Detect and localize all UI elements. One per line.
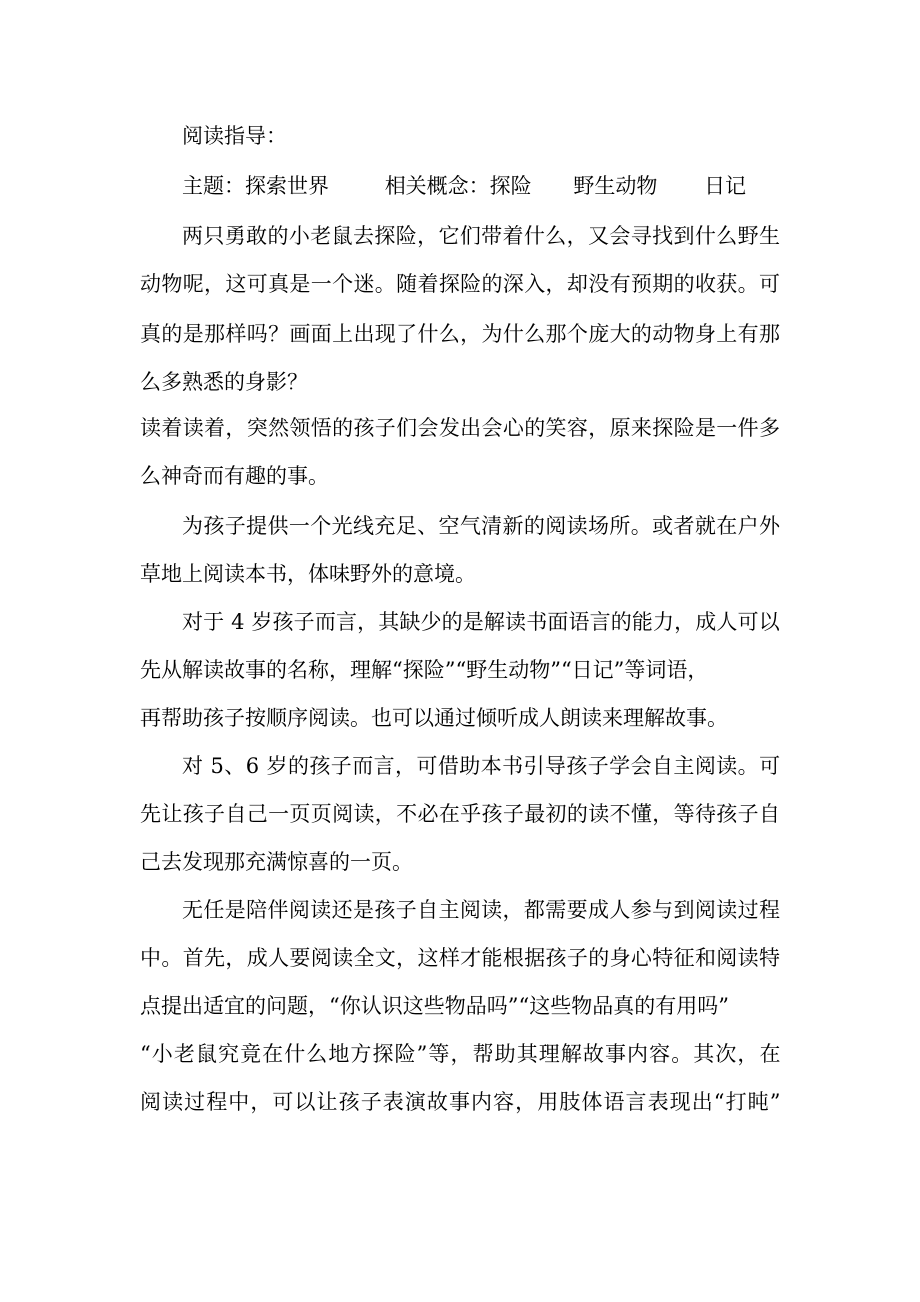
paragraph-line: 两只勇敢的小老鼠去探险，它们带着什么，又会寻找到什么野生	[182, 224, 781, 248]
paragraph-line: 中。首先，成人要阅读全文，这样才能根据孩子的身心特征和阅读特	[140, 946, 781, 970]
paragraph-line: 己去发现那充满惊喜的一页。	[140, 850, 413, 874]
theme-line	[182, 172, 746, 200]
paragraph-line: 无任是陪伴阅读还是孩子自主阅读，都需要成人参与到阅读过程	[182, 898, 781, 922]
paragraph-line: “小老鼠究竟在什么地方探险”等，帮助其理解故事内容。其次，在	[140, 1042, 782, 1066]
paragraph-line: 么神奇而有趣的事。	[140, 464, 329, 488]
concept-label: 相关概念：探险	[384, 174, 532, 198]
paragraph-line: 草地上阅读本书，体味野外的意境。	[140, 562, 476, 586]
paragraph-line: 为孩子提供一个光线充足、空气清新的阅读场所。或者就在户外	[182, 514, 781, 538]
paragraph-line: 么多熟悉的身影？	[140, 370, 308, 394]
paragraph-line: 真的是那样吗？画面上出现了什么，为什么那个庞大的动物身上有那	[140, 322, 781, 346]
paragraph-line: 先让孩子自己一页页阅读，不必在乎孩子最初的读不懂，等待孩子自	[140, 802, 781, 826]
document-heading: 阅读指导：	[182, 124, 287, 148]
concept-diary: 日记	[704, 174, 747, 198]
concept-wild-animals: 野生动物	[573, 174, 658, 198]
paragraph-line: 对于 4 岁孩子而言，其缺少的是解读书面语言的能力，成人可以	[182, 610, 780, 634]
paragraph-line: 再帮助孩子按顺序阅读。也可以通过倾听成人朗读来理解故事。	[140, 706, 728, 730]
theme-label: 主题：探索世界	[182, 174, 329, 198]
paragraph-line: 先从解读故事的名称，理解“探险”“野生动物”“日记”等词语，	[140, 658, 709, 682]
paragraph-line: 阅读过程中，可以让孩子表演故事内容，用肢体语言表现出“打盹”	[140, 1090, 782, 1114]
paragraph-line: 读着读着，突然领悟的孩子们会发出会心的笑容，原来探险是一件多	[140, 416, 781, 440]
paragraph-line: 动物呢，这可真是一个迷。随着探险的深入，却没有预期的收获。可	[140, 272, 781, 296]
paragraph-line: 对 5、6 岁的孩子而言，可借助本书引导孩子学会自主阅读。可	[182, 754, 781, 778]
paragraph-line: 点提出适宜的问题，“你认识这些物品吗”“这些物品真的有用吗”	[140, 994, 729, 1018]
